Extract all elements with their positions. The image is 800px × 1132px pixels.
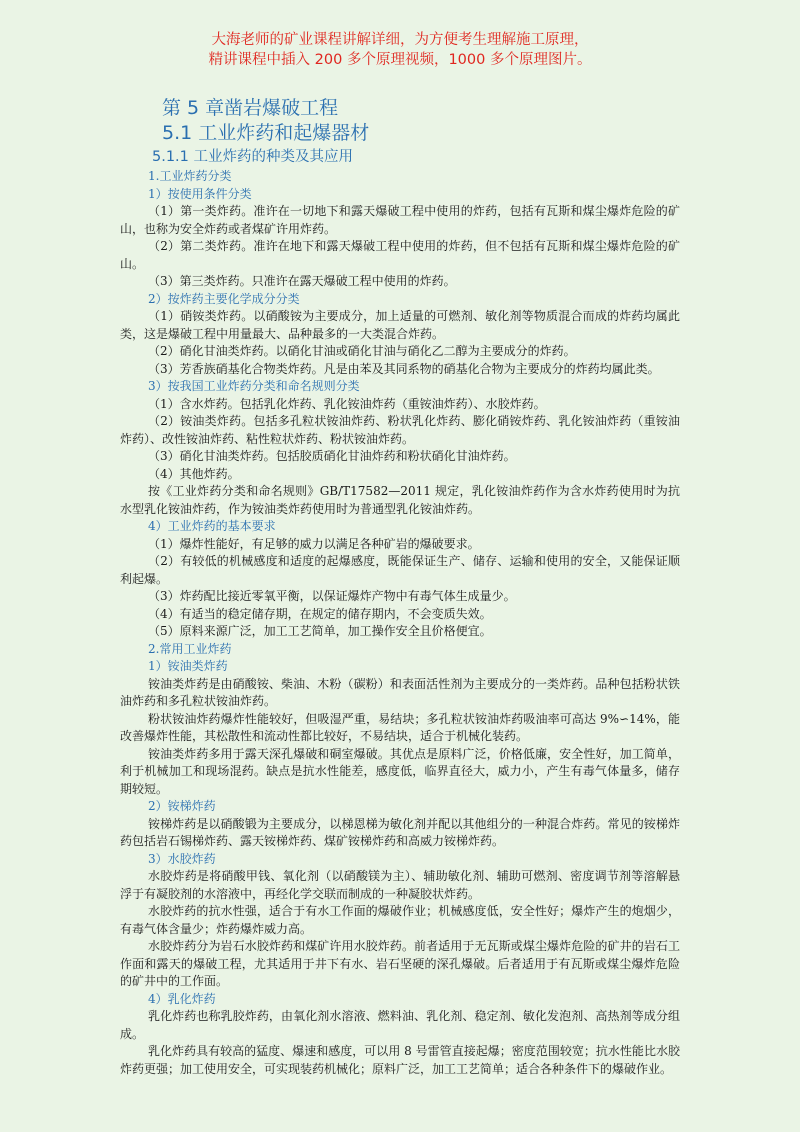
paragraph: （4）有适当的稳定储存期，在规定的储存期内，不会变质失效。 [148,606,492,621]
paragraph: （1）含水炸药。包括乳化炸药、乳化铵油炸药（重铵油炸药）、水胶炸药。 [148,396,546,411]
paragraph: 铵油类炸药多用于露天深孔爆破和硐室爆破。其优点是原料广泛，价格低廉，安全性好，加工简单，利于机械加工和现场混药。缺点是抗水性能差，感度低，临界直径大，威力小，产生有毒气体量多，储存期较短。 [120,746,680,796]
heading: 1）按使用条件分类 [148,186,252,201]
paragraph: （3）炸药配比接近零氧平衡，以保证爆炸产物中有毒气体生成量少。 [148,589,516,603]
heading: 3）水胶炸药 [148,851,216,866]
section-title: 5.1 工业炸药和起爆器材 [162,122,370,144]
paragraph: 铵油类炸药是由硝酸铵、柴油、木粉（碳粉）和表面活性剂为主要成分的一类炸药。品种包括粉状铁油炸药和多孔粒状铵油炸药。 [120,676,680,708]
paragraph: （2）有较低的机械感度和适度的起爆感度，既能保证生产、储存、运输和使用的安全，又能保证顺利起爆。 [120,554,680,586]
heading: 2.常用工业炸药 [148,641,232,656]
banner-line-2: 精讲课程中插入 200 多个原理视频，1000 多个原理图片。 [208,52,592,68]
paragraph: （1）爆炸性能好，有足够的威力以满足各种矿岩的爆破要求。 [148,536,480,551]
heading: 3）按我国工业炸药分类和命名规则分类 [148,379,360,393]
paragraph: （1）硝铵类炸药。以硝酸铵为主要成分，加上适量的可燃剂、敏化剂等物质混合而成的炸药均属此类，这是爆破工程中用量最大、品种最多的一大类混合炸药。 [120,309,680,341]
paragraph: （2）硝化甘油类炸药。以硝化甘油或硝化甘油与硝化乙二醇为主要成分的炸药。 [148,344,576,358]
promo-banner [0,30,800,70]
paragraph: 乳化炸药也称乳胶炸药，由氧化剂水溶液、燃料油、乳化剂、稳定剂、敏化发泡剂、高热剂等成分组成。 [120,1009,680,1041]
heading: 2）按炸药主要化学成分分类 [148,291,300,306]
paragraph: 乳化炸药具有较高的猛度、爆速和感度，可以用 8 号雷管直接起爆；密度范围较宽；抗水性能比水胶炸药更强；加工使用安全，可实现装药机械化；原料广泛，加工工艺简单；适合各种条件下的爆破作业。 [120,1044,680,1076]
banner-line-1: 大海老师的矿业课程讲解详细，为方便考生理解施工原理， [211,32,589,48]
chapter-title: 第 5 章凿岩爆破工程 [162,97,339,119]
paragraph: 粉状铵油炸药爆炸性能较好，但吸湿严重，易结块；多孔粒状铵油炸药吸油率可高达 9%∽14%，能改善爆炸性能，其松散性和流动性都比较好，不易结块，适合于机械化装药。 [120,711,680,743]
paragraph: 铵梯炸药是以硝酸锻为主要成分，以梯恩梯为敏化剂并配以其他组分的一种混合炸药。常见的铵梯炸药包括岩石锡梯炸药、露天铵梯炸药、煤矿铵梯炸药和高威力铵梯炸药。 [120,816,680,848]
content-blocks [120,168,680,1078]
paragraph: （2）铵油类炸药。包括多孔粒状铵油炸药、粉状乳化炸药、膨化硝铵炸药、乳化铵油炸药（重铵油炸药）、改性铵油炸药、粘性粒状炸药、粉状铵油炸药。 [120,414,680,446]
paragraph: （1）第一类炸药。准许在一切地下和露天爆破工程中使用的炸药，包括有瓦斯和煤尘爆炸危险的矿山，也称为安全炸药或者煤矿许用炸药。 [120,204,680,236]
document-body [120,96,680,1078]
paragraph: （4）其他炸药。 [148,466,240,481]
paragraph: 水胶炸药是将硝酸甲钱、氧化剂（以硝酸镁为主）、辅助敏化剂、辅助可燃剂、密度调节剂等溶解悬浮于有凝胶剂的水溶液中，再经化学交联而制成的一种凝胶状炸药。 [120,869,680,901]
paragraph: 按《工业炸药分类和命名规则》GB/T17582—2011 规定，乳化铵油炸药作为含水炸药使用时为抗水型乳化铵油炸药，作为铵油类炸药使用时为普通型乳化铵油炸药。 [120,484,680,516]
heading: 1）铵油类炸药 [148,659,228,673]
paragraph: （3）芳香族硝基化合物类炸药。凡是由苯及其同系物的硝基化合物为主要成分的炸药均属此类。 [148,361,660,376]
paragraph: （3）第三类炸药。只准许在露天爆破工程中使用的炸药。 [148,274,456,288]
paragraph: （5）原料来源广泛，加工工艺简单，加工操作安全且价格便宜。 [148,624,492,638]
heading: 4）乳化炸药 [148,991,216,1006]
subsection-title: 5.1.1 工业炸药的种类及其应用 [152,149,354,165]
paragraph: 水胶炸药分为岩石水胶炸药和煤矿许用水胶炸药。前者适用于无瓦斯或煤尘爆炸危险的矿井的岩石工作面和露天的爆破工程，尤其适用于井下有水、岩石坚硬的深孔爆破。后者适用于有瓦斯或煤尘爆炸危险的矿井中的工作面。 [120,939,680,988]
heading: 2）铵梯炸药 [148,799,216,813]
paragraph: （3）硝化甘油类炸药。包括胶质硝化甘油炸药和粉状硝化甘油炸药。 [148,449,516,463]
paragraph: （2）第二类炸药。准许在地下和露天爆破工程中使用的炸药，但不包括有瓦斯和煤尘爆炸危险的矿山。 [120,239,680,271]
heading: 4）工业炸药的基本要求 [148,519,276,533]
paragraph: 水胶炸药的抗水性强，适合于有水工作面的爆破作业；机械感度低，安全性好；爆炸产生的炮烟少，有毒气体含量少；炸药爆炸威力高。 [120,904,680,936]
heading: 1.工业炸药分类 [148,169,232,183]
